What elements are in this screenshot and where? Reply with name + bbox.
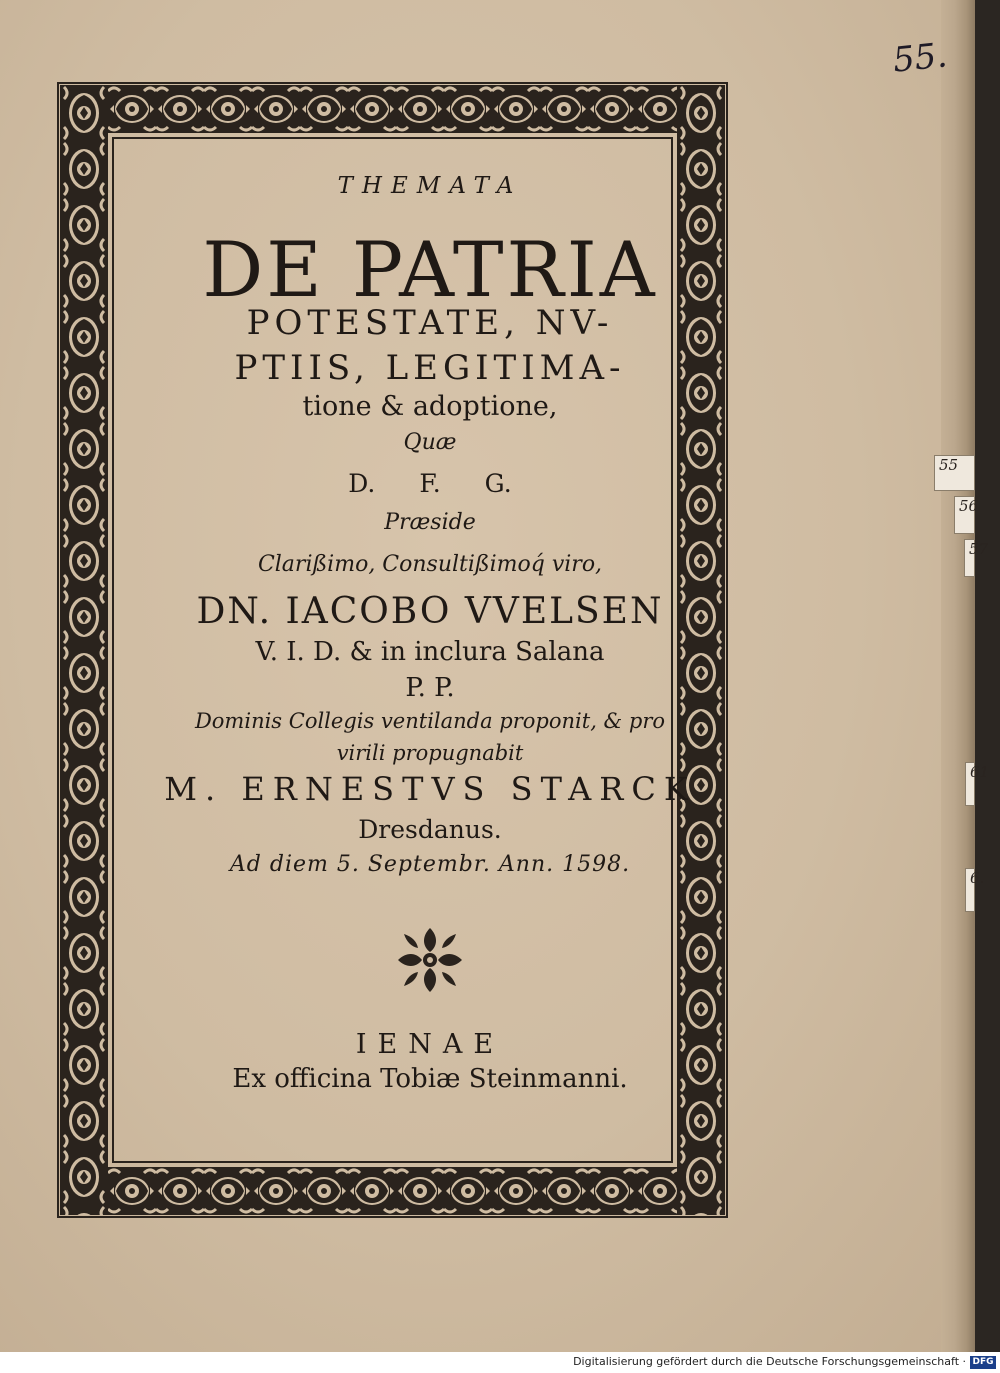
pp-line: P. P. bbox=[405, 673, 455, 703]
imprint-place: IENAE bbox=[355, 1029, 505, 1060]
frame-band-bottom bbox=[60, 1167, 725, 1215]
title-line-1: DE PATRIA bbox=[202, 225, 658, 314]
respondent-origin: Dresdanus. bbox=[358, 815, 502, 844]
quae-line: Quæ bbox=[403, 430, 457, 455]
praeside-line: Præside bbox=[384, 510, 476, 535]
clarissimo-line: Clarißimo, Consultißimoq́ viro, bbox=[257, 552, 603, 577]
frame-pattern-top bbox=[60, 85, 725, 133]
handwritten-folio-number: 55. bbox=[891, 35, 950, 81]
disputation-date: Ad diem 5. Septembr. Ann. 1598. bbox=[229, 852, 631, 877]
thema-heading: THEMATA bbox=[337, 173, 523, 199]
title-line-2: POTESTATE, NV- bbox=[246, 303, 614, 343]
respondent-name: M. ERNESTVS STARCK bbox=[164, 770, 696, 808]
footer-credit: Digitalisierung gefördert durch die Deutsche Forschungsgemeinschaft · bbox=[573, 1355, 966, 1368]
dfg-invocation: D. F. G. bbox=[348, 469, 512, 498]
praeses-titles: V. I. D. & in inclura Salana bbox=[255, 637, 605, 667]
praeses-name: DN. IACOBO VVELSEN bbox=[196, 591, 664, 632]
index-tab-2: 56 bbox=[954, 496, 975, 534]
frame-pattern-left bbox=[60, 85, 108, 1215]
imprint-printer: Ex officina Tobiæ Steinmanni. bbox=[232, 1064, 628, 1094]
index-tab-5: 6. bbox=[965, 868, 975, 912]
frame-band-left bbox=[60, 85, 108, 1215]
dfg-logo-icon: DFG bbox=[970, 1356, 996, 1369]
index-tab-4: 61 bbox=[965, 762, 975, 806]
fleuron-ornament-icon bbox=[390, 920, 470, 1000]
index-tab-3: 57 bbox=[964, 539, 975, 577]
page-edge-shadow bbox=[941, 0, 975, 1352]
dominis-line: Dominis Collegis ventilanda proponit, & pro bbox=[194, 709, 666, 733]
virili-line: virili propugnabit bbox=[336, 741, 524, 765]
title-line-4: tione & adoptione, bbox=[302, 391, 558, 422]
frame-pattern-bottom bbox=[60, 1167, 725, 1215]
frame-band-top bbox=[60, 85, 725, 133]
index-tab-1: 55 bbox=[934, 455, 975, 491]
title-line-3: PTIIS, LEGITIMA- bbox=[234, 348, 626, 388]
